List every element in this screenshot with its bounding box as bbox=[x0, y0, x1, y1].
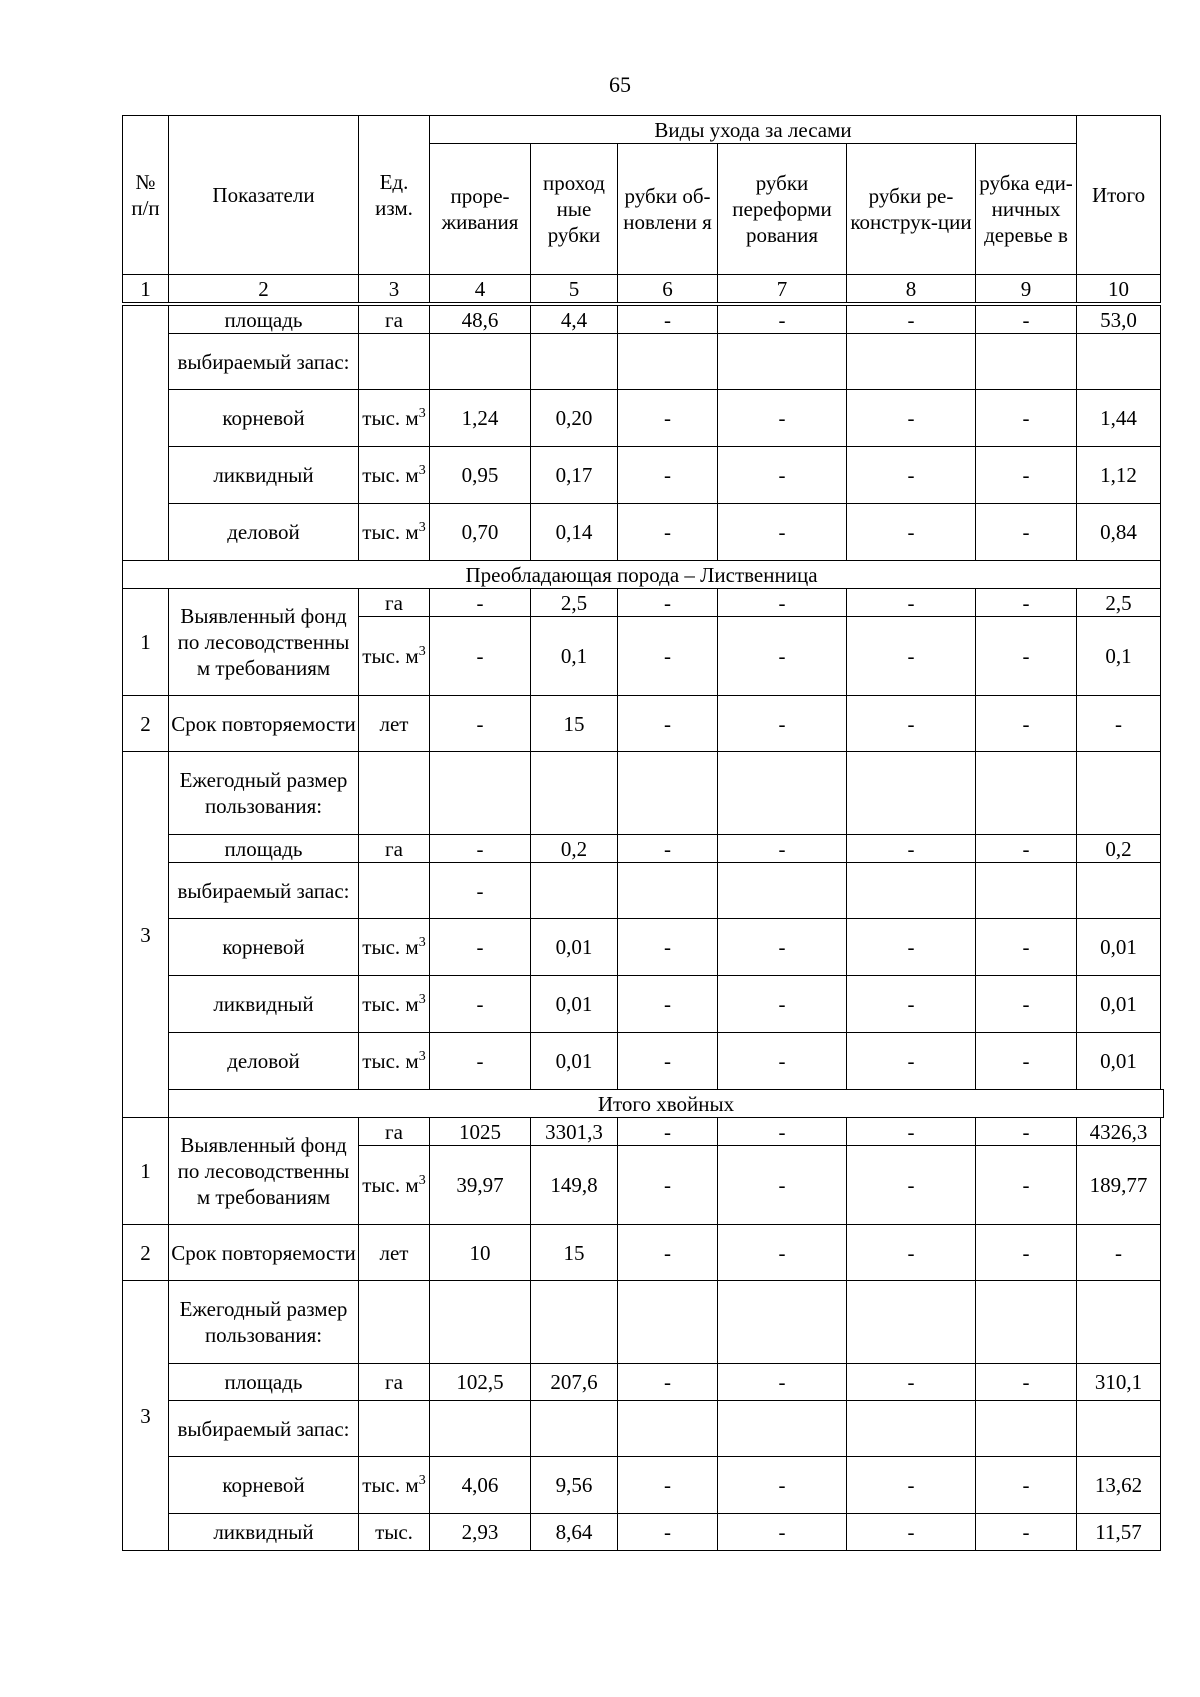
row-label: выбираемый запас: bbox=[169, 1401, 359, 1457]
table-row bbox=[123, 1118, 1164, 1146]
unit-cell: тыс. $м^3$ bbox=[359, 976, 430, 1033]
value-cell: - bbox=[430, 696, 531, 752]
value-cell: 0,01 bbox=[531, 1033, 618, 1090]
header-total: Итого bbox=[1077, 116, 1161, 275]
value-cell: - bbox=[618, 696, 718, 752]
index-cell: 3 bbox=[359, 275, 430, 305]
unit-cell: тыс. $м^3$ bbox=[359, 1146, 430, 1225]
value-cell: - bbox=[718, 447, 847, 504]
unit-cell: га bbox=[359, 1118, 430, 1146]
value-cell: - bbox=[847, 1146, 976, 1225]
value-cell: - bbox=[718, 1225, 847, 1281]
value-cell: - bbox=[847, 835, 976, 863]
value-cell: - bbox=[718, 617, 847, 696]
value-cell: 207,6 bbox=[531, 1364, 618, 1401]
row-label: корневой bbox=[169, 919, 359, 976]
value-cell: - bbox=[718, 390, 847, 447]
section-row bbox=[123, 561, 1164, 589]
table-row bbox=[123, 1457, 1164, 1514]
index-row bbox=[123, 275, 1164, 305]
row-number: 3 bbox=[123, 1281, 169, 1551]
value-cell: 0,01 bbox=[1077, 1033, 1161, 1090]
header-type: рубка еди-ничных деревье в bbox=[976, 144, 1077, 275]
row-number: 2 bbox=[123, 1225, 169, 1281]
row-number: 2 bbox=[123, 696, 169, 752]
index-cell: 10 bbox=[1077, 275, 1161, 305]
value-cell: - bbox=[618, 976, 718, 1033]
index-cell: 8 bbox=[847, 275, 976, 305]
value-cell: 48,6 bbox=[430, 304, 531, 334]
table-row bbox=[123, 1225, 1164, 1281]
index-cell: 1 bbox=[123, 275, 169, 305]
table-row bbox=[123, 504, 1164, 561]
value-cell: - bbox=[976, 696, 1077, 752]
value-cell: - bbox=[718, 1033, 847, 1090]
value-cell: - bbox=[976, 919, 1077, 976]
unit-cell: тыс. $м^3$ bbox=[359, 447, 430, 504]
value-cell: 189,77 bbox=[1077, 1146, 1161, 1225]
value-cell: - bbox=[430, 919, 531, 976]
row-number-empty bbox=[123, 304, 169, 561]
value-cell: - bbox=[718, 1457, 847, 1514]
value-cell: - bbox=[718, 1118, 847, 1146]
header-row bbox=[123, 116, 1164, 144]
table-row bbox=[123, 1364, 1164, 1401]
table-row bbox=[123, 334, 1164, 390]
header-no: № п/п bbox=[123, 116, 169, 275]
value-cell: - bbox=[618, 589, 718, 617]
header-type: проход ные рубки bbox=[531, 144, 618, 275]
value-cell: 0,84 bbox=[1077, 504, 1161, 561]
table-row bbox=[123, 447, 1164, 504]
value-cell: 11,57 bbox=[1077, 1514, 1161, 1551]
header-type: рубки ре-конструк-ции bbox=[847, 144, 976, 275]
value-cell: 0,1 bbox=[531, 617, 618, 696]
section-title-larch: Преобладающая порода – Лиственница bbox=[123, 561, 1161, 589]
value-cell: - bbox=[847, 447, 976, 504]
value-cell: 0,1 bbox=[1077, 617, 1161, 696]
value-cell: 1,24 bbox=[430, 390, 531, 447]
value-cell: - bbox=[618, 1146, 718, 1225]
index-cell: 2 bbox=[169, 275, 359, 305]
unit-cell: тыс. $м^3$ bbox=[359, 504, 430, 561]
row-label: Ежегодный размер пользования: bbox=[169, 752, 359, 835]
value-cell: 1,44 bbox=[1077, 390, 1161, 447]
value-cell: 0,2 bbox=[1077, 835, 1161, 863]
row-label: Выявленный фонд по лесоводственны м требованиям bbox=[169, 1118, 359, 1225]
row-label: Выявленный фонд по лесоводственны м требованиям bbox=[169, 589, 359, 696]
row-label: деловой bbox=[169, 504, 359, 561]
unit-cell: тыс. $м^3$ bbox=[359, 1033, 430, 1090]
row-label: ликвидный bbox=[169, 447, 359, 504]
value-cell: - bbox=[718, 1364, 847, 1401]
unit-cell: тыс. $м^3$ bbox=[359, 1457, 430, 1514]
value-cell: - bbox=[847, 504, 976, 561]
row-label: деловой bbox=[169, 1033, 359, 1090]
header-type: проре-живания bbox=[430, 144, 531, 275]
index-cell: 4 bbox=[430, 275, 531, 305]
page-number: 65 bbox=[609, 72, 631, 97]
value-cell: 2,5 bbox=[531, 589, 618, 617]
value-cell: - bbox=[618, 617, 718, 696]
value-cell: 0,70 bbox=[430, 504, 531, 561]
table-row bbox=[123, 976, 1164, 1033]
value-cell: - bbox=[847, 696, 976, 752]
value-cell: - bbox=[718, 919, 847, 976]
row-label: площадь bbox=[169, 304, 359, 334]
value-cell: - bbox=[847, 589, 976, 617]
value-cell: - bbox=[1077, 1225, 1161, 1281]
table-row bbox=[123, 863, 1164, 919]
table-row bbox=[123, 1281, 1164, 1364]
unit-cell: га bbox=[359, 589, 430, 617]
value-cell: - bbox=[430, 976, 531, 1033]
value-cell: - bbox=[618, 504, 718, 561]
table-row bbox=[123, 589, 1164, 617]
value-cell: 310,1 bbox=[1077, 1364, 1161, 1401]
value-cell: 149,8 bbox=[531, 1146, 618, 1225]
row-label: Срок повторяемости bbox=[169, 1225, 359, 1281]
unit-cell: тыс. bbox=[359, 1514, 430, 1551]
value-cell: 10 bbox=[430, 1225, 531, 1281]
row-label: площадь bbox=[169, 1364, 359, 1401]
value-cell: 53,0 bbox=[1077, 304, 1161, 334]
unit-cell: га bbox=[359, 1364, 430, 1401]
unit-cell: га bbox=[359, 835, 430, 863]
table-row bbox=[123, 835, 1164, 863]
value-cell: - bbox=[847, 1364, 976, 1401]
value-cell: - bbox=[718, 835, 847, 863]
value-cell: - bbox=[718, 304, 847, 334]
value-cell: 8,64 bbox=[531, 1514, 618, 1551]
value-cell: - bbox=[976, 390, 1077, 447]
unit-cell: тыс. $м^3$ bbox=[359, 390, 430, 447]
value-cell: 0,01 bbox=[531, 919, 618, 976]
value-cell: - bbox=[718, 1146, 847, 1225]
row-number: 3 bbox=[123, 752, 169, 1118]
row-number: 1 bbox=[123, 589, 169, 696]
value-cell: - bbox=[430, 589, 531, 617]
row-label: корневой bbox=[169, 1457, 359, 1514]
header-type: рубки об-новлени я bbox=[618, 144, 718, 275]
section-row bbox=[123, 1090, 1164, 1118]
value-cell: - bbox=[976, 1514, 1077, 1551]
value-cell: - bbox=[847, 617, 976, 696]
table-row bbox=[123, 304, 1164, 334]
value-cell: - bbox=[618, 1225, 718, 1281]
row-label: Срок повторяемости bbox=[169, 696, 359, 752]
value-cell: 0,95 bbox=[430, 447, 531, 504]
value-cell: - bbox=[618, 1457, 718, 1514]
value-cell: 1025 bbox=[430, 1118, 531, 1146]
value-cell: 1,12 bbox=[1077, 447, 1161, 504]
value-cell: - bbox=[718, 976, 847, 1033]
value-cell: - bbox=[430, 835, 531, 863]
index-cell: 9 bbox=[976, 275, 1077, 305]
value-cell: 39,97 bbox=[430, 1146, 531, 1225]
table-row bbox=[123, 696, 1164, 752]
value-cell: - bbox=[976, 617, 1077, 696]
value-cell: - bbox=[847, 1457, 976, 1514]
value-cell: - bbox=[976, 304, 1077, 334]
row-label: выбираемый запас: bbox=[169, 863, 359, 919]
row-label: ликвидный bbox=[169, 976, 359, 1033]
row-label: выбираемый запас: bbox=[169, 334, 359, 390]
value-cell: - bbox=[976, 1457, 1077, 1514]
row-label: Ежегодный размер пользования: bbox=[169, 1281, 359, 1364]
value-cell: - bbox=[976, 1033, 1077, 1090]
value-cell: 102,5 bbox=[430, 1364, 531, 1401]
unit-cell: тыс. $м^3$ bbox=[359, 617, 430, 696]
value-cell: - bbox=[618, 390, 718, 447]
value-cell: 15 bbox=[531, 1225, 618, 1281]
value-cell: - bbox=[430, 863, 531, 919]
value-cell: - bbox=[976, 1146, 1077, 1225]
value-cell: - bbox=[976, 1118, 1077, 1146]
value-cell: - bbox=[847, 1514, 976, 1551]
value-cell: - bbox=[618, 1118, 718, 1146]
value-cell: 0,01 bbox=[1077, 976, 1161, 1033]
unit-cell: га bbox=[359, 304, 430, 334]
unit-cell: лет bbox=[359, 696, 430, 752]
row-number: 1 bbox=[123, 1118, 169, 1225]
value-cell: 9,56 bbox=[531, 1457, 618, 1514]
value-cell: - bbox=[847, 976, 976, 1033]
value-cell: - bbox=[976, 835, 1077, 863]
table-row bbox=[123, 1401, 1164, 1457]
unit-cell: лет bbox=[359, 1225, 430, 1281]
header-unit: Ед. изм. bbox=[359, 116, 430, 275]
table-row bbox=[123, 1033, 1164, 1090]
row-label: корневой bbox=[169, 390, 359, 447]
table-row bbox=[123, 1514, 1164, 1551]
value-cell: - bbox=[430, 617, 531, 696]
value-cell: - bbox=[847, 1225, 976, 1281]
table-row bbox=[123, 919, 1164, 976]
value-cell: 4326,3 bbox=[1077, 1118, 1161, 1146]
index-cell: 5 bbox=[531, 275, 618, 305]
value-cell: - bbox=[976, 1364, 1077, 1401]
value-cell: - bbox=[618, 447, 718, 504]
value-cell: - bbox=[618, 1364, 718, 1401]
value-cell: 15 bbox=[531, 696, 618, 752]
value-cell: - bbox=[718, 589, 847, 617]
value-cell: 0,01 bbox=[1077, 919, 1161, 976]
value-cell: - bbox=[718, 696, 847, 752]
index-cell: 6 bbox=[618, 275, 718, 305]
value-cell: - bbox=[618, 304, 718, 334]
value-cell: 2,5 bbox=[1077, 589, 1161, 617]
header-type: рубки переформи рования bbox=[718, 144, 847, 275]
index-cell: 7 bbox=[718, 275, 847, 305]
table-row bbox=[123, 752, 1164, 835]
unit-cell: тыс. $м^3$ bbox=[359, 919, 430, 976]
value-cell: - bbox=[976, 1225, 1077, 1281]
row-label: площадь bbox=[169, 835, 359, 863]
value-cell: - bbox=[618, 919, 718, 976]
value-cell: - bbox=[430, 1033, 531, 1090]
value-cell: 2,93 bbox=[430, 1514, 531, 1551]
value-cell: 0,17 bbox=[531, 447, 618, 504]
section-title-total: Итого хвойных bbox=[169, 1090, 1164, 1118]
value-cell: - bbox=[1077, 696, 1161, 752]
header-indicators: Показатели bbox=[169, 116, 359, 275]
value-cell: 0,14 bbox=[531, 504, 618, 561]
value-cell: - bbox=[847, 1033, 976, 1090]
forest-care-table bbox=[122, 115, 1164, 1551]
header-group-title: Виды ухода за лесами bbox=[430, 116, 1077, 144]
value-cell: - bbox=[976, 447, 1077, 504]
value-cell: 0,20 bbox=[531, 390, 618, 447]
value-cell: 0,01 bbox=[531, 976, 618, 1033]
value-cell: - bbox=[847, 1118, 976, 1146]
value-cell: 0,2 bbox=[531, 835, 618, 863]
table-row bbox=[123, 390, 1164, 447]
value-cell: - bbox=[618, 1033, 718, 1090]
value-cell: - bbox=[976, 504, 1077, 561]
value-cell: 4,4 bbox=[531, 304, 618, 334]
value-cell: - bbox=[718, 1514, 847, 1551]
value-cell: - bbox=[618, 1514, 718, 1551]
value-cell: - bbox=[847, 919, 976, 976]
value-cell: 4,06 bbox=[430, 1457, 531, 1514]
value-cell: - bbox=[847, 304, 976, 334]
value-cell: 13,62 bbox=[1077, 1457, 1161, 1514]
value-cell: - bbox=[718, 504, 847, 561]
value-cell: - bbox=[976, 589, 1077, 617]
value-cell: - bbox=[976, 976, 1077, 1033]
value-cell: - bbox=[618, 835, 718, 863]
value-cell: - bbox=[847, 390, 976, 447]
row-label: ликвидный bbox=[169, 1514, 359, 1551]
value-cell: 3301,3 bbox=[531, 1118, 618, 1146]
